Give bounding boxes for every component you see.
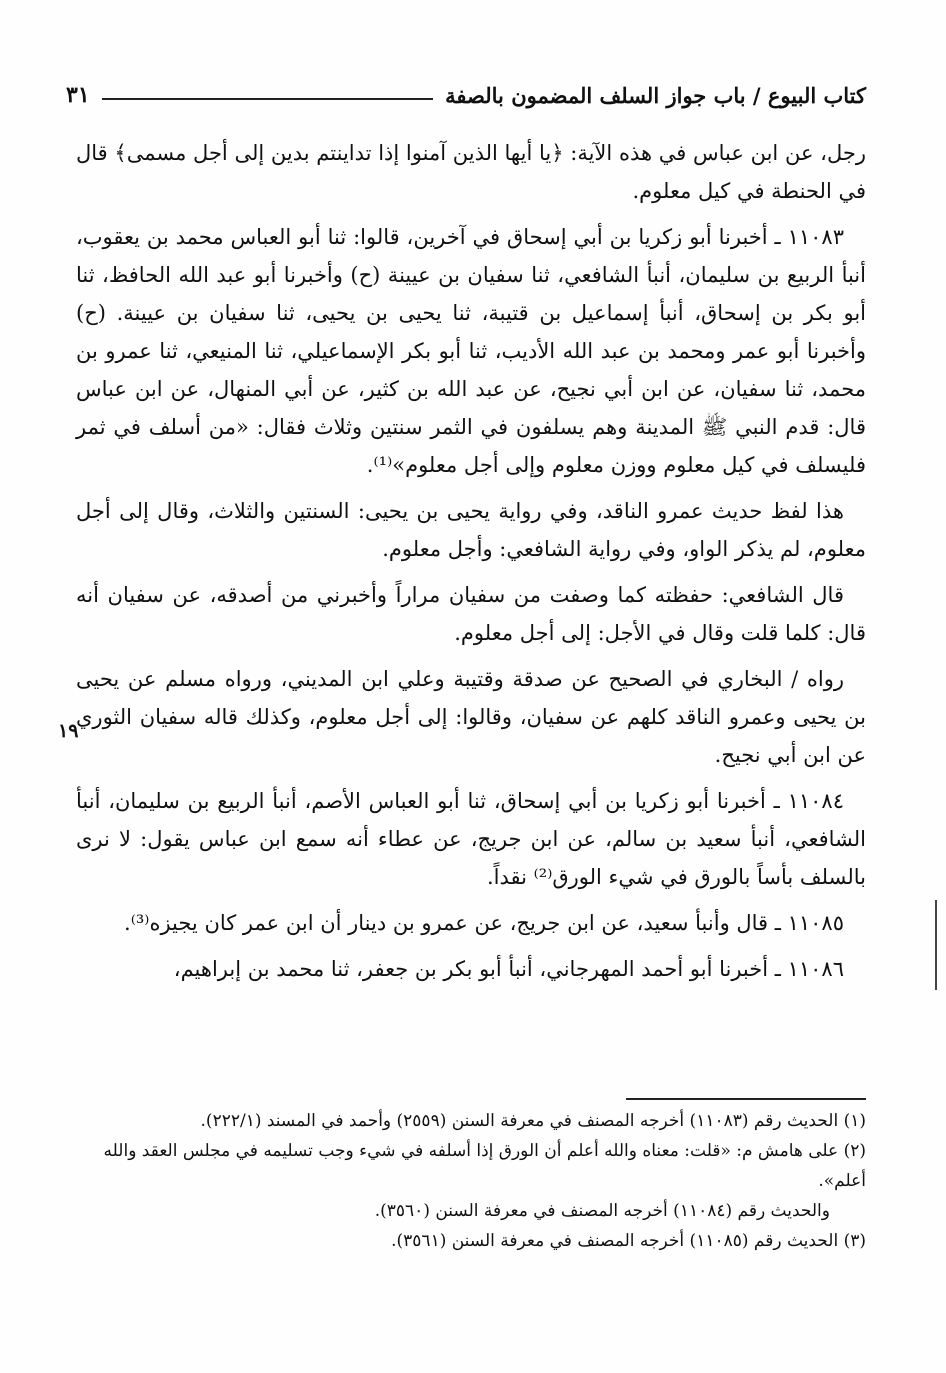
footnote-1: (١) الحديث رقم (١١٠٨٣) أخرجه المصنف في معرفة السنن (٢٥٥٩) وأحمد في المسند (٢٢٢/١). <box>200 1111 866 1131</box>
footnote-divider <box>626 1098 866 1100</box>
paragraph-commentary: هذا لفظ حديث عمرو الناقد، وفي رواية يحيى بن يحيى: السنتين والثلاث، وقال إلى أجل معلوم، لم يذكر الواو، وفي رواية الشافعي: وأجل معلوم. <box>76 499 866 561</box>
hadith-11083: ١١٠٨٣ ـ أخبرنا أبو زكريا بن أبي إسحاق في آخرين، قالوا: ثنا أبو العباس محمد بن يعقوب، أنبأ الربيع بن سليمان، أنبأ الشافعي، ثنا سفيان بن عيينة (ح) وأخبرنا أبو عبد الله الحافظ، ثنا أبو بكر بن إسحاق، أنبأ إسماعيل بن قتيبة، ثنا يحيى بن يحيى، ثنا سفيان بن عيينة. (ح) وأخبرنا أبو عمر ومحمد بن عبد الله الأديب، ثنا أبو بكر الإسماعيلي، ثنا المنيعي، ثنا عمرو بن محمد، ثنا سفيان، عن ابن أبي نجيح، عن عبد الله بن كثير، عن أبي المنهال، عن ابن عباس قال: قدم النبي ﷺ المدينة وهم يسلفون في الثمر سنتين وثلاث فقال: «من أسلف في ثمر فليسلف في كيل معلوم ووزن معلوم وإلى أجل معلوم»⁽¹⁾. <box>76 225 866 477</box>
paragraph-continuation: رجل، عن ابن عباس في هذه الآية: ﴿يا أيها الذين آمنوا إذا تداينتم بدين إلى أجل مسمى﴾ قال في الحنطة في كيل معلوم. <box>76 141 866 203</box>
margin-page-ref: ١٩ <box>58 720 79 742</box>
footnotes <box>76 1106 866 1256</box>
page-header <box>66 82 866 108</box>
footnote-3: (٣) الحديث رقم (١١٠٨٥) أخرجه المصنف في معرفة السنن (٣٥٦١). <box>391 1231 866 1251</box>
header-rule <box>102 98 434 100</box>
hadith-11084: ١١٠٨٤ ـ أخبرنا أبو زكريا بن أبي إسحاق، ثنا أبو العباس الأصم، أنبأ الربيع بن سليمان، أنبأ الشافعي، أنبأ سعيد بن سالم، عن ابن جريج، عن عطاء أنه سمع ابن عباس يقول: لا نرى بالسلف بأساً بالورق في شيء الورق⁽²⁾ نقداً. <box>76 789 866 889</box>
footnote-2-continuation: والحديث رقم (١١٠٨٤) أخرجه المصنف في معرفة السنن (٣٥٦٠). <box>374 1201 830 1221</box>
page-number: ٣١ <box>66 82 90 108</box>
footnote-2: (٢) على هامش م: «قلت: معناه والله أعلم أن الورق إذا أسلفه في شيء وجب تسليمه في مجلس العقد والله أعلم». <box>103 1141 866 1191</box>
hadith-11085: ١١٠٨٥ ـ قال وأنبأ سعيد، عن ابن جريج، عن عمرو بن دينار أن ابن عمر كان يجيزه⁽³⁾. <box>124 911 844 935</box>
hadith-11086: ١١٠٨٦ ـ أخبرنا أبو أحمد المهرجاني، أنبأ أبو بكر بن جعفر، ثنا محمد بن إبراهيم، <box>173 957 844 981</box>
main-text <box>76 134 866 996</box>
paragraph-riwayah: رواه / البخاري في الصحيح عن صدقة وقتيبة وعلي ابن المديني، ورواه مسلم عن يحيى بن يحيى وعمرو الناقد كلهم عن سفيان، وقالوا: إلى أجل معلوم، وكذلك قاله سفيان الثوري عن ابن أبي نجيح. <box>76 667 866 767</box>
running-title: كتاب البيوع / باب جواز السلف المضمون بالصفة <box>445 82 866 108</box>
paragraph-shafii: قال الشافعي: حفظته كما وصفت من سفيان مراراً وأخبرني من أصدقه، عن سفيان أنه قال: كلما قلت وقال في الأجل: إلى أجل معلوم. <box>76 583 866 645</box>
scan-edge-mark <box>935 900 937 990</box>
